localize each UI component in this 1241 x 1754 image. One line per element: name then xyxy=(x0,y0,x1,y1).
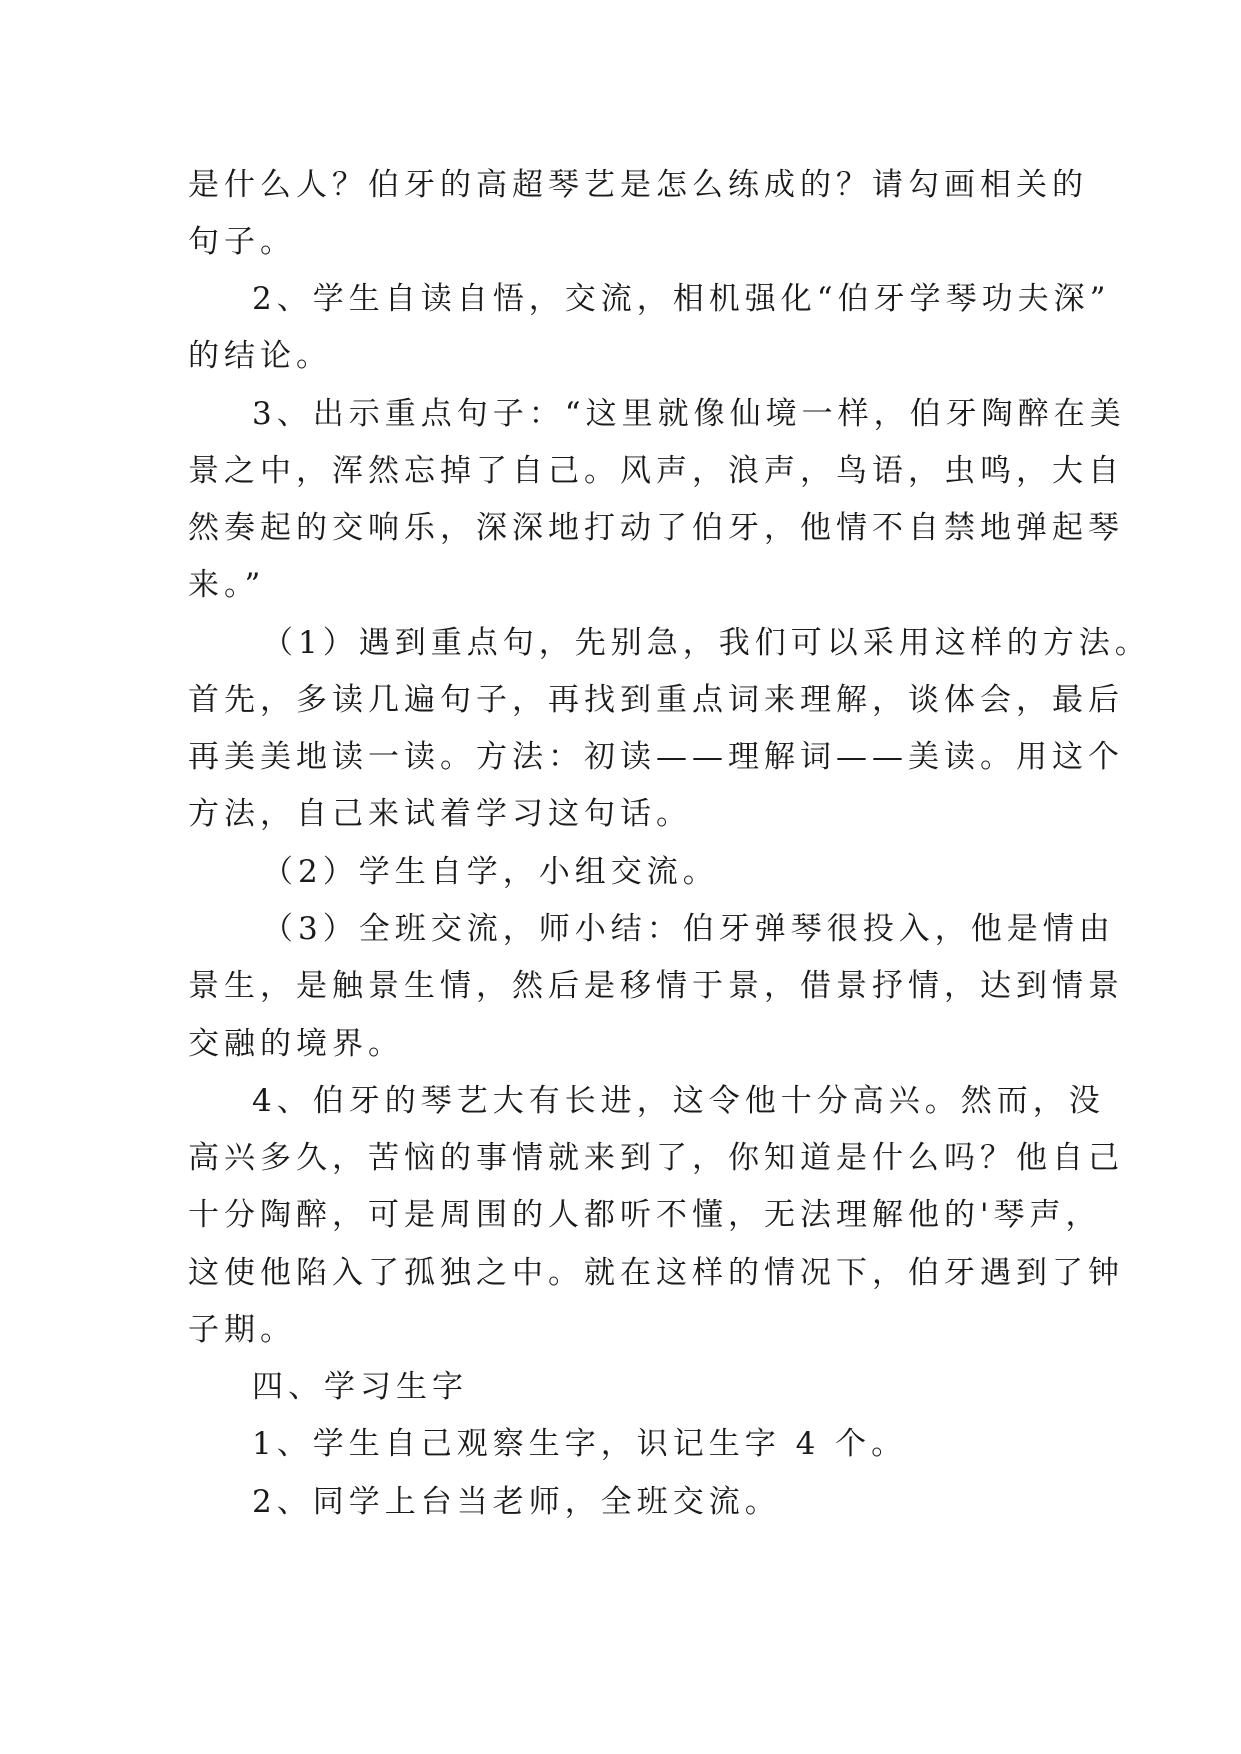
text-line: 3、出示重点句子：“这里就像仙境一样，伯牙陶醉在美 xyxy=(252,396,1126,432)
text-line: 1、学生自己观察生字，识记生字 4 个。 xyxy=(252,1426,908,1462)
text-line: 2、学生自读自悟，交流，相机强化“伯牙学琴功夫深” xyxy=(252,281,1111,317)
text-line: 首先，多读几遍句子，再找到重点词来理解，谈体会，最后 xyxy=(188,682,1124,718)
text-line: 景生，是触景生情，然后是移情于景，借景抒情，达到情景 xyxy=(188,968,1124,1004)
text-line: （3）全班交流，师小结：伯牙弹琴很投入，他是情由 xyxy=(262,911,1115,947)
text-line: 交融的境界。 xyxy=(188,1026,404,1062)
text-line: 2、同学上台当老师，全班交流。 xyxy=(252,1484,781,1520)
text-line: 高兴多久，苦恼的事情就来到了，你知道是什么吗？他自己 xyxy=(188,1140,1124,1176)
text-line: 句子。 xyxy=(188,224,296,260)
text-line: （1）遇到重点句，先别急，我们可以采用这样的方法。 xyxy=(262,625,1151,661)
text-line: 是什么人？伯牙的高超琴艺是怎么练成的？请勾画相关的 xyxy=(188,167,1088,203)
text-line: 十分陶醉，可是周围的人都听不懂，无法理解他的'琴声， xyxy=(188,1197,1102,1233)
text-line: 来。” xyxy=(188,567,266,603)
text-line: （2）学生自学，小组交流。 xyxy=(262,854,719,890)
section-heading: 四、学习生字 xyxy=(252,1369,468,1405)
text-line: 子期。 xyxy=(188,1312,296,1348)
text-line: 然奏起的交响乐，深深地打动了伯牙，他情不自禁地弹起琴 xyxy=(188,510,1124,546)
text-line: 的结论。 xyxy=(188,338,332,374)
text-line: 这使他陷入了孤独之中。就在这样的情况下，伯牙遇到了钟 xyxy=(188,1255,1124,1291)
text-line: 4、伯牙的琴艺大有长进，这令他十分高兴。然而，没 xyxy=(252,1083,1105,1119)
text-line: 景之中，浑然忘掉了自己。风声，浪声，鸟语，虫鸣，大自 xyxy=(188,453,1124,489)
text-line: 方法，自己来试着学习这句话。 xyxy=(188,796,692,832)
text-line: 再美美地读一读。方法：初读——理解词——美读。用这个 xyxy=(188,739,1124,775)
